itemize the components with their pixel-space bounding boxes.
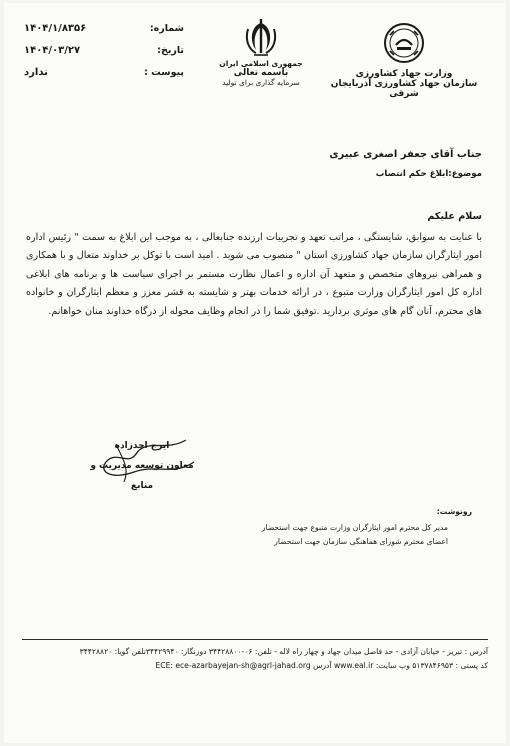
ministry-name: وزارت جهاد کشاورزی — [355, 69, 453, 79]
date-label: تاریخ: — [157, 45, 184, 56]
handwritten-signature-icon — [76, 432, 208, 488]
organization-name: سازمان جهاد کشاورزی آذربایجان شرقی — [330, 79, 478, 99]
meta-date-row — [24, 45, 184, 67]
footer-contact: کد پستی : ۵۱۳۷۸۴۶۹۵۳ وب سایت: www.eal.ir آدرس ECE: ece-azarbayejan-sh@agrl-jahad.org — [155, 661, 488, 670]
national-emblem-icon — [244, 17, 278, 57]
attachment-label: پیوست : — [144, 67, 184, 78]
cc-item: مدیر کل محترم امور ایثارگران وزارت متبوع جهت استحضار — [261, 523, 448, 532]
letter-page — [4, 3, 506, 743]
greeting: سلام علیکم — [427, 211, 482, 222]
national-header — [196, 17, 326, 87]
letter-meta — [24, 23, 184, 89]
letter-body: با عنایت به سوابق، شایستگی ، مراتب تعهد و تجربیات ارزنده جنابعالی ، به موجب این ابلاغ به سمت " رئیس اداره امور ایثارگران سازمان جهاد کشاورزی استان " منصوب می شوید . امید است با توکل بر خداوند متعال و با همکاری و همراهی نیروهای متخصص و متعهد آن اداره و اعمال نظارت مستمر بر اجرای سیاست ها و برنامه های ابلاغی اداره کل امور ایثارگران وزارت متبوع ، در ارائه خدمات بهتر و شایسته به قشر معزز و معظم ایثارگران و خانواده های محترم، آنان گام های موثری بردارید .توفیق شما را در انجام وظایف محوله از درگاه خداوند منان خواهانم. — [26, 232, 482, 317]
footer-address: آدرس : تبریز - خیابان آزادی - حد فاصل میدان جهاد و چهار راه لاله - تلفن: ۰۶-۳۴۴۲۸۸۰۰ دورنگار: ۳۴۴۲۹۹۴۰تلفن گویا: ۳۴۴۲۸۸۲۰ — [79, 647, 488, 656]
signature-block — [82, 436, 202, 496]
signatory-name: ایرج احدزاده — [114, 441, 170, 451]
footer-divider — [22, 639, 488, 640]
signatory-title: معاون توسعه مدیریت و منابع — [90, 461, 194, 491]
subject: موضوع:ابلاغ حکم انتصاب — [375, 169, 482, 179]
invocation: باسمه تعالی — [233, 68, 289, 78]
number-value: ۱۴۰۴/۱/۸۳۵۶ — [24, 23, 87, 34]
slogan: سرمایه گذاری برای تولید — [222, 78, 300, 87]
attachment-value: ندارد — [24, 67, 48, 78]
cc-item: اعضای محترم شورای هماهنگی سازمان جهت استحضار — [274, 537, 448, 546]
number-label: شماره: — [149, 23, 184, 34]
cc-list — [148, 521, 448, 549]
meta-attachment-row — [24, 67, 184, 89]
country-name: جمهوری اسلامی ایران — [219, 59, 303, 68]
cc-label: رونوشت: — [436, 507, 472, 516]
date-value: ۱۴۰۴/۰۳/۲۷ — [24, 45, 81, 56]
ministry-logo-icon — [382, 21, 426, 65]
meta-number-row — [24, 23, 184, 45]
recipient: جناب آقای جعفر اصغری عبیری — [329, 149, 482, 160]
ministry-header — [324, 21, 484, 99]
